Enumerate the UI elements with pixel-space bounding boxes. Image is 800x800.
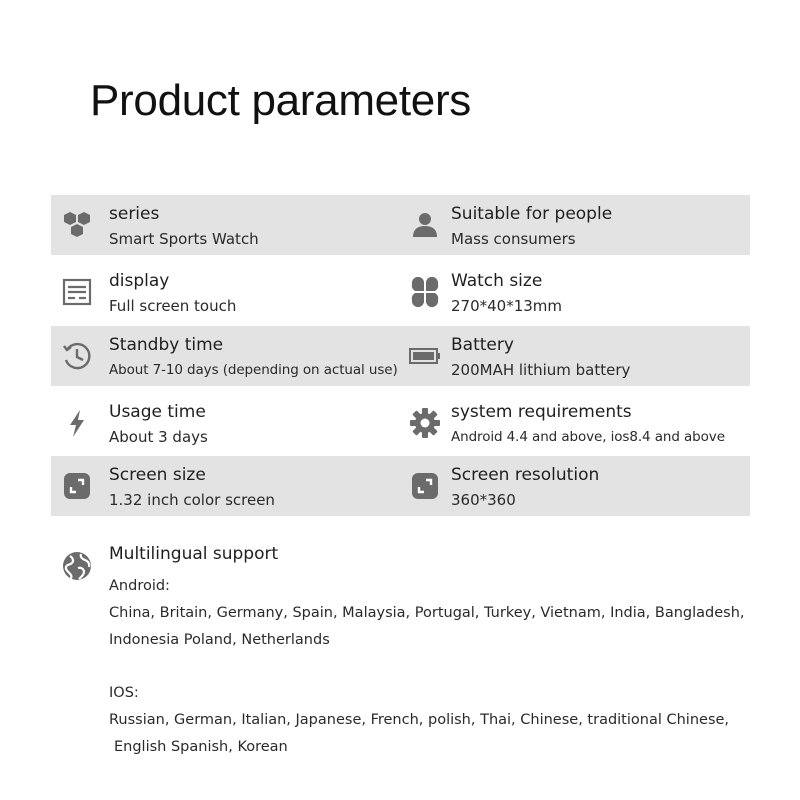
screen-expand-icon [409, 470, 441, 502]
four-petal-icon [409, 276, 441, 308]
param-usage-time [51, 393, 401, 453]
param-system-requirements [401, 393, 750, 453]
series-value: Smart Sports Watch [109, 230, 259, 248]
lightning-icon [61, 407, 93, 439]
param-row-4 [51, 393, 750, 453]
system-requirements-value: Android 4.4 and above, ios8.4 and above [451, 429, 725, 445]
hexagon-cluster-icon [61, 209, 93, 241]
display-panel-icon [61, 276, 93, 308]
system-requirements-label: system requirements [451, 402, 632, 422]
clock-icon [61, 340, 93, 372]
android-languages-line-2: Indonesia Poland, Netherlands [109, 632, 330, 648]
suitable-value: Mass consumers [451, 230, 576, 248]
ios-languages-line-2: English Spanish, Korean [114, 739, 288, 755]
param-watch-size [401, 262, 750, 322]
usage-label: Usage time [109, 402, 206, 422]
series-label: series [109, 204, 160, 224]
param-row-1 [51, 195, 750, 255]
param-suitable-for [401, 195, 750, 255]
display-value: Full screen touch [109, 297, 237, 315]
screen-resolution-value: 360*360 [451, 491, 516, 509]
person-icon [409, 209, 441, 241]
multilingual-title: Multilingual support [109, 544, 279, 564]
screen-expand-icon [61, 470, 93, 502]
gear-icon [409, 407, 441, 439]
param-row-3 [51, 326, 750, 386]
param-row-2 [51, 262, 750, 322]
screen-resolution-label: Screen resolution [451, 465, 600, 485]
screen-size-value: 1.32 inch color screen [109, 491, 275, 509]
android-heading: Android: [109, 578, 170, 594]
screen-size-label: Screen size [109, 465, 206, 485]
standby-label: Standby time [109, 335, 224, 355]
usage-value: About 3 days [109, 428, 208, 446]
param-display [51, 262, 401, 322]
watch-size-value: 270*40*13mm [451, 297, 563, 315]
ios-languages-line-1: Russian, German, Italian, Japanese, French, polish, Thai, Chinese, traditional Chinese, [109, 712, 730, 728]
ios-heading: IOS: [109, 685, 139, 701]
param-screen-size [51, 456, 401, 516]
watch-size-label: Watch size [451, 271, 543, 291]
param-screen-resolution [401, 456, 750, 516]
param-row-5 [51, 456, 750, 516]
standby-value: About 7-10 days (depending on actual use) [109, 362, 398, 378]
param-series [51, 195, 401, 255]
battery-icon [409, 340, 441, 372]
suitable-label: Suitable for people [451, 204, 613, 224]
globe-icon [61, 550, 93, 582]
android-languages-line-1: China, Britain, Germany, Spain, Malaysia, Portugal, Turkey, Vietnam, India, Bangladesh, [109, 605, 745, 621]
page-title: Product parameters [90, 76, 471, 125]
display-label: display [109, 271, 170, 291]
param-battery [401, 326, 750, 386]
param-standby [51, 326, 401, 386]
battery-label: Battery [451, 335, 514, 355]
battery-value: 200MAH lithium battery [451, 361, 631, 379]
